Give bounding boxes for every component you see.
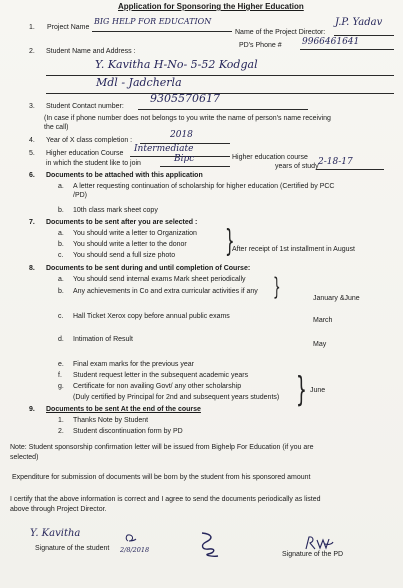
q8b-text: Any achievements in Co and extra curricular activities if any (73, 288, 258, 295)
q4-number: 4. (29, 137, 35, 144)
q8g-mark: g. (58, 383, 64, 390)
q8g-text: Certificate for non availing Govt/ any other scholarship (73, 383, 242, 390)
q8d-mark: d. (58, 336, 64, 343)
q1-label: Project Name (47, 24, 90, 31)
director-line (334, 35, 394, 36)
pd-signature-mark (303, 534, 335, 552)
q8e-mark: e. (58, 361, 64, 368)
join-line (160, 166, 230, 167)
q7c-text: You should send a full size photo (73, 252, 176, 259)
phone-label: PD's Phone # (239, 42, 282, 49)
project-name-value: BIG HELP FOR EDUCATION (94, 17, 212, 26)
q8f-mark: f. (58, 372, 62, 379)
q9-2-mark: 2. (58, 428, 64, 435)
q8a-text: You should send internal exams Mark sheet periodically (73, 276, 246, 283)
years-line (316, 169, 384, 170)
contact-number-line (138, 109, 308, 110)
q5-course-label: Higher education Course (46, 150, 124, 157)
q7a-mark: a. (58, 230, 64, 237)
note-expenditure: Expenditure for submission of documents will be born by the student from his sponsored amount (12, 474, 311, 481)
join-value: Bipc (174, 154, 195, 164)
q6-number: 6. (29, 172, 35, 179)
q6a-mark: a. (58, 183, 64, 190)
q7-heading: Documents to be sent after you are selected : (46, 219, 198, 226)
q9-1-mark: 1. (58, 417, 64, 424)
witness-signature-mark (196, 530, 222, 558)
q8b-mark: b. (58, 288, 64, 295)
course-value: Intermediate (134, 144, 194, 154)
q8c-mark: c. (58, 313, 64, 320)
address-line-2: Mdl - Jadcherla (96, 76, 182, 89)
contact-number-value: 9305570617 (150, 92, 220, 105)
q8g-text-2: (Duly certified by Principal for 2nd and subsequent years students) (73, 394, 280, 401)
signature-date: 2/8/2018 (120, 546, 150, 554)
q9-number: 9. (29, 406, 35, 413)
q8f-text: Student request letter in the subsequent academic years (73, 372, 249, 379)
pd-signature-label: Signature of the PD (282, 551, 344, 558)
q8d-side: May (313, 341, 327, 348)
q8e-text: Final exam marks for the previous year (73, 361, 194, 368)
q6b-text: 10th class mark sheet copy (73, 207, 158, 214)
phone-value: 9966461641 (302, 37, 360, 47)
q1-number: 1. (29, 24, 35, 31)
q6-heading: Documents to be attached with this application (46, 172, 203, 179)
q8d-text: Intimation of Result (73, 336, 133, 343)
q7-number: 7. (29, 219, 35, 226)
q2-number: 2. (29, 48, 35, 55)
q4-label: Year of X class completion : (46, 137, 133, 144)
date-scribble (124, 532, 138, 544)
address-line-1: Y. Kavitha H-No- 5-52 Kodgal (95, 58, 258, 71)
q9-2-text: Student discontinuation form by PD (73, 428, 183, 435)
q8-heading: Documents to be sent during and until completion of Course: (46, 265, 251, 272)
q5-years-label: Higher education course (232, 154, 308, 161)
q2-label: Student Name and Address : (46, 48, 136, 55)
q3-number: 3. (29, 103, 35, 110)
student-signature-handwritten: Y. Kavitha (30, 528, 81, 539)
director-value: J.P. Yadav (335, 17, 383, 28)
address-underline-2 (46, 93, 394, 94)
form-title: Application for Sponsoring the Higher Education (118, 2, 304, 11)
note-sponsorship: Note: Student sponsorship confirmation letter will be issued from Bighelp For Education (if you are (10, 444, 314, 451)
q5-years-label-2: years of study (275, 163, 319, 170)
contact-note-1: (In case if phone number does not belongs to you write the name of person's name receiving (44, 115, 331, 122)
q7b-text: You should write a letter to the donor (73, 241, 187, 248)
q8ab-brace: } (273, 273, 281, 301)
q7b-mark: b. (58, 241, 64, 248)
q9-1-text: Thanks Note by Student (73, 417, 149, 424)
years-value: 2-18-17 (318, 157, 353, 167)
certification-line-1: I certify that the above information is correct and I agree to send the documents periodically as listed (10, 496, 321, 503)
x-class-year-value: 2018 (170, 130, 193, 140)
q8efg-brace: } (296, 370, 307, 410)
q6b-mark: b. (58, 207, 64, 214)
q5-join-label: in which the student like to join (46, 160, 141, 167)
q6a-text-2: /PD) (73, 192, 87, 199)
q9-heading: Documents to be sent At the end of the course (46, 406, 201, 413)
director-label: Name of the Project Director: (235, 29, 326, 36)
q8c-text: Hall Ticket Xerox copy before annual public exams (73, 313, 230, 320)
q7-side-note: After receipt of 1st installment in August (232, 246, 355, 253)
q3-label: Student Contact number: (46, 103, 124, 110)
q7a-text: You should write a letter to Organization (73, 230, 197, 237)
student-signature-label: Signature of the student (35, 545, 110, 552)
q7c-mark: c. (58, 252, 64, 259)
q8c-side: March (313, 317, 333, 324)
q5-number: 5. (29, 150, 35, 157)
contact-note-2: the call) (44, 124, 69, 131)
certification-line-2: above through Project Director. (10, 506, 107, 513)
note-sponsorship-2: selected) (10, 454, 39, 461)
q6a-text: A letter requesting continuation of scholarship for higher education (Certified by PCC (73, 183, 335, 190)
project-name-line (92, 31, 232, 32)
q7-brace: } (225, 224, 235, 259)
phone-line (300, 49, 394, 50)
q8-number: 8. (29, 265, 35, 272)
q8ab-side: January &June (313, 295, 360, 302)
q8a-mark: a. (58, 276, 64, 283)
q8efg-side: June (310, 387, 326, 394)
